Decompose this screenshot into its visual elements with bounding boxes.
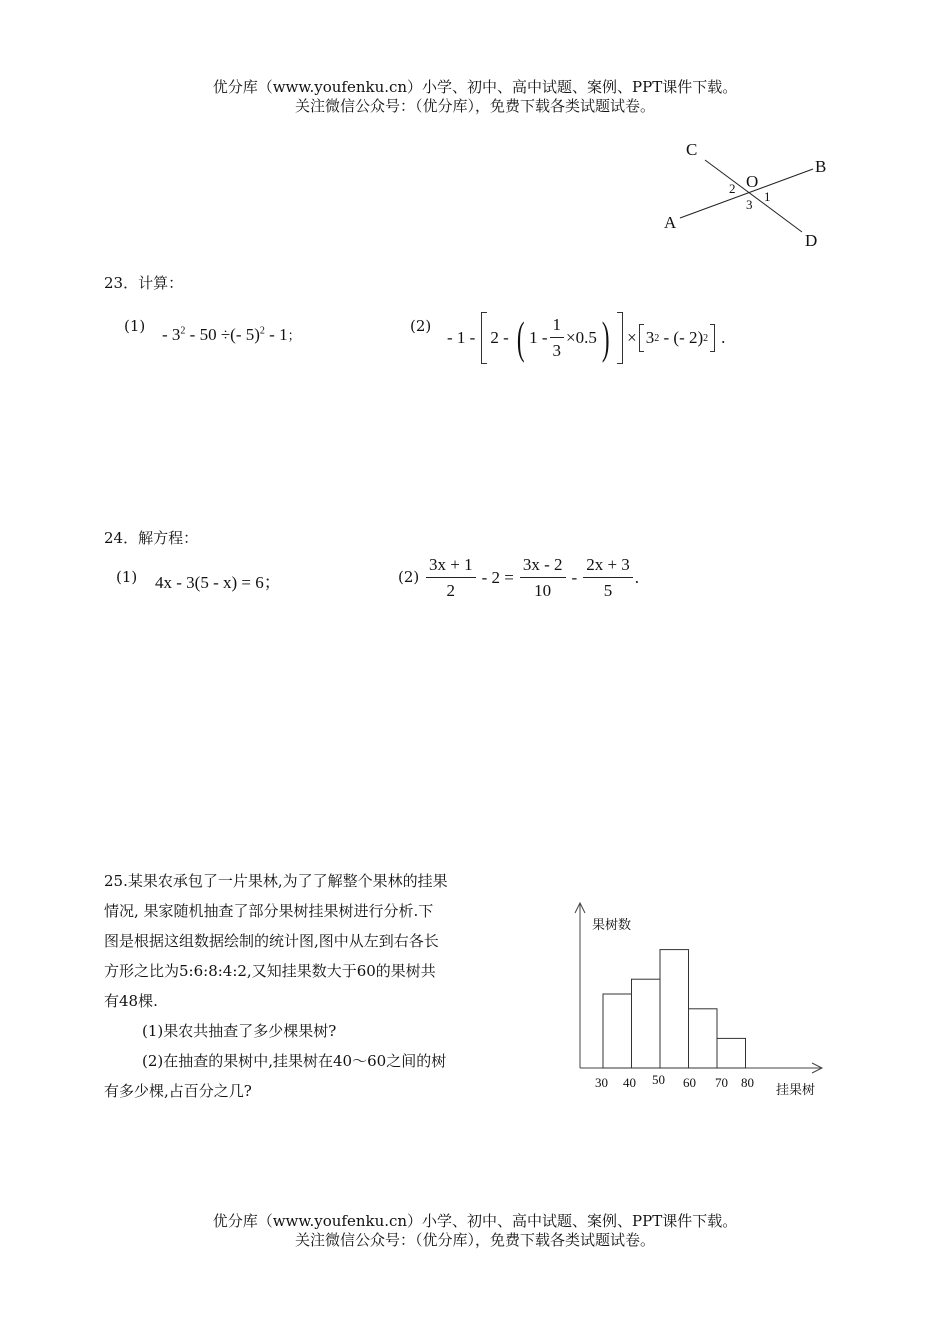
label-c: C [686, 140, 698, 159]
q23-p2-times2: × [627, 328, 637, 347]
x-tick-label: 30 [595, 1075, 608, 1090]
label-b: B [815, 157, 827, 176]
q23-p1-exp1: 2 [180, 325, 186, 337]
histogram-bar-4 [689, 1009, 718, 1068]
q24-p2-mid1: - 2 = [481, 568, 514, 587]
q25-line-4: 方形之比为5:6:8:4:2,又知挂果数大于60的果树共 [104, 962, 436, 980]
histogram-bar-5 [717, 1038, 746, 1068]
histogram-bar-1 [603, 994, 632, 1068]
q23-p2-exp4: 2 [703, 332, 709, 344]
q23-p2-two: 2 - [490, 328, 509, 347]
q25-line-2: 情况, 果家随机抽查了部分果树挂果树进行分析.下 [104, 902, 434, 920]
q23-p1-end: ； [287, 328, 301, 343]
q25-text [104, 866, 549, 1106]
q23-part2-number: (2) [410, 317, 432, 335]
q23-p1-exp2: 2 [259, 325, 265, 337]
q24-p2-mid2: - [571, 568, 578, 587]
angle-label-2: 2 [729, 181, 736, 196]
line-cd [705, 160, 802, 232]
histogram-bar-3 [660, 950, 689, 1068]
q24-part2-equation [424, 553, 639, 603]
q25-sub-1: (1)果农共抽查了多少棵果树? [142, 1022, 337, 1040]
q25-line-1: 25.某果农承包了一片果林,为了了解整个果林的挂果 [104, 872, 448, 890]
q24-p2-end: . [634, 568, 640, 587]
q23-p2-lead: - 1 - [447, 328, 476, 347]
x-tick-label: 50 [652, 1072, 665, 1087]
q23-p2-minus: - (- 2) [659, 328, 704, 347]
angle-label-1: 1 [764, 189, 771, 204]
angle-label-3: 3 [746, 197, 753, 212]
header-line-1: 优分库（www.youfenku.cn）小学、初中、高中试题、案例、PPT课件下载。 [212, 78, 738, 96]
x-tick-label: 70 [715, 1075, 728, 1090]
chart-x-label: 挂果树 [776, 1083, 816, 1098]
q25-sub-2a: (2)在抽查的果树中,挂果树在40～60之间的树 [142, 1052, 447, 1070]
q23-part2-expression: - 1 - 2 - ( 1 - $\frac{1}{3}$ ×0.5 ) × 3 2 - (- 2) 2 . [447, 312, 726, 363]
label-a: A [664, 213, 677, 232]
chart-y-label: 果树数 [592, 918, 632, 933]
q24-part1-equation [155, 568, 281, 593]
q24-title: 24．解方程： [104, 529, 199, 547]
histogram-bar-2 [632, 979, 661, 1068]
q23-p2-fraction: $\frac{1}{3}$ [550, 315, 565, 361]
q25-line-5: 有48棵. [104, 992, 158, 1010]
q24-p2-fraction1: $\frac{3x + 1}{2}$ [426, 555, 476, 601]
q23-p2-one: 1 - [529, 328, 548, 347]
q23-p2-exp3: 2 [654, 332, 660, 344]
footer-line-1: 优分库（www.youfenku.cn）小学、初中、高中试题、案例、PPT课件下载。 [212, 1212, 738, 1230]
q24-part1-number: (1) [116, 568, 138, 586]
x-tick-label: 80 [741, 1075, 754, 1090]
footer-line-2: 关注微信公众号：（优分库），免费下载各类试题试卷。 [294, 1231, 655, 1249]
x-tick-label: 40 [623, 1075, 636, 1090]
q23-p1-term2: - 50 ÷(- 5) [185, 325, 260, 344]
label-o: O [746, 172, 759, 191]
q23-p1-term1: - 3 [162, 325, 181, 344]
q23-p2-end: . [721, 328, 726, 347]
q24-p1-end: ； [263, 573, 281, 592]
q25-sub-2b: 有多少棵,占百分之几? [104, 1082, 252, 1100]
q23-part1-expression [162, 325, 301, 345]
q23-p1-term3: - 1 [264, 325, 288, 344]
q23-p2-times: ×0.5 [566, 328, 597, 347]
label-d: D [805, 231, 818, 250]
q23-part1-number: (1) [124, 317, 146, 335]
q24-p2-fraction2: $\frac{3x - 2}{10}$ [520, 555, 566, 601]
q24-part2-number: (2) [398, 568, 420, 586]
q23-p2-three: 3 [645, 328, 655, 347]
q24-p1-eq: 4x - 3(5 - x) = 6 [155, 573, 264, 592]
q23-title: 23．计算： [104, 274, 184, 292]
q25-line-3: 图是根据这组数据绘制的统计图,图中从左到右各长 [104, 932, 439, 950]
q24-p2-fraction3: $\frac{2x + 3}{5}$ [583, 555, 633, 601]
header-line-2: 关注微信公众号：（优分库），免费下载各类试题试卷。 [294, 97, 655, 115]
x-tick-label: 60 [683, 1075, 696, 1090]
